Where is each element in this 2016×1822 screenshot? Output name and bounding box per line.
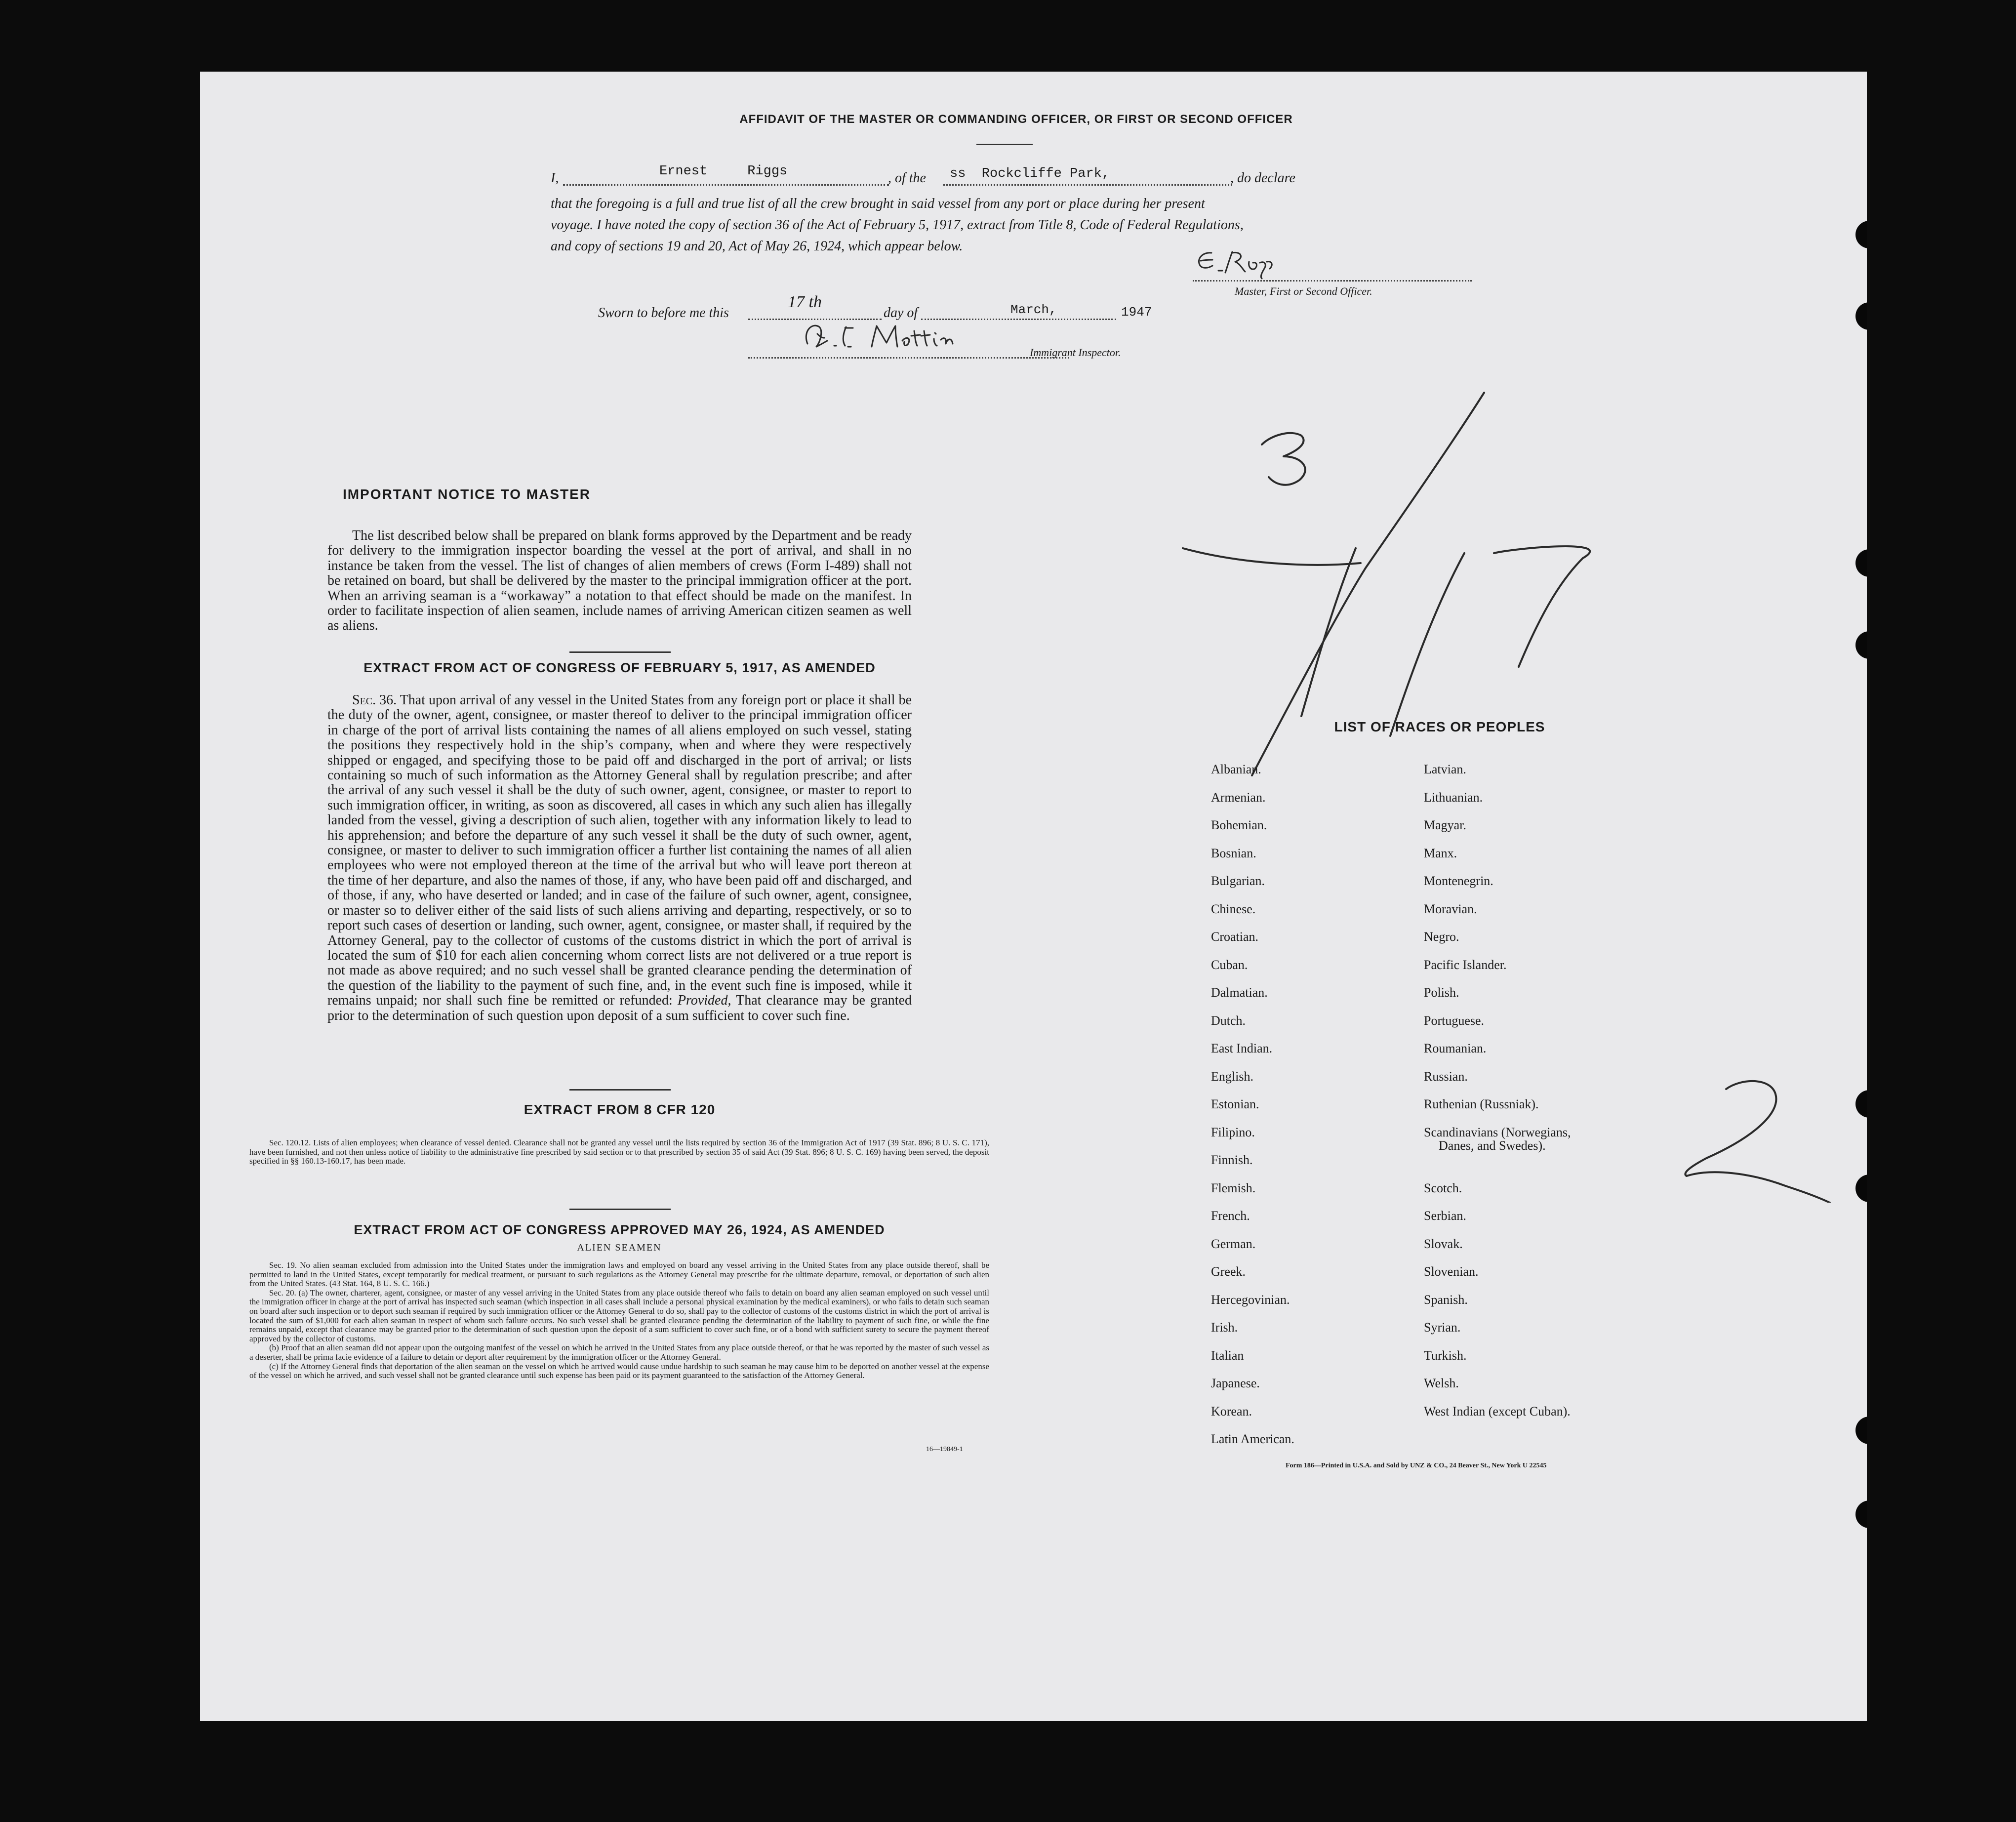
act-1924-body bbox=[249, 1261, 989, 1380]
binder-hole bbox=[1855, 549, 1867, 577]
races-heading: LIST OF RACES OR PEOPLES bbox=[1334, 719, 1545, 734]
race-item: Serbian. bbox=[1424, 1209, 1466, 1223]
race-item: Finnish. bbox=[1211, 1153, 1253, 1167]
race-item: English. bbox=[1211, 1069, 1253, 1084]
binder-hole bbox=[1855, 1090, 1867, 1118]
act-1924-heading: EXTRACT FROM ACT OF CONGRESS APPROVED MAY 26, 1924, AS AMENDED bbox=[354, 1222, 885, 1237]
inspector-signature-line bbox=[748, 347, 1069, 359]
i-prefix: I, bbox=[551, 170, 559, 186]
race-item: Flemish. bbox=[1211, 1180, 1256, 1195]
handwritten-page-number bbox=[1667, 1074, 1845, 1203]
act-1924-paragraph: Sec. 19. No alien seaman excluded from admission into the United States under the immigration laws and employed on board any vessel arriving in the United States from any place outside thereof, shall be permitted to land in the United States, except temporarily for medical treatment, or pursuant to such regulations as the Attorney General may prescribe for the ultimate departure, removal, or deportation of such alien from the United States. (43 Stat. 164, 8 U. S. C. 166.) bbox=[249, 1260, 989, 1289]
act-1917-text bbox=[327, 693, 912, 1023]
race-item: Roumanian. bbox=[1424, 1041, 1487, 1055]
race-item: Manx. bbox=[1424, 846, 1457, 860]
race-item: Croatian. bbox=[1211, 930, 1259, 944]
race-item: Dalmatian. bbox=[1211, 985, 1268, 1000]
divider bbox=[569, 651, 671, 653]
race-item: Cuban. bbox=[1211, 957, 1248, 972]
notice-text: The list described below shall be prepared on blank forms approved by the Department and be ready for delivery to the immigration inspector boarding the vessel at the port of arrival, and shall in no instance be taken from the vessel. The list of changes of alien members of crews (Form I-489) shall not be retained on board, but shall be delivered by the master to the principal immigration officer at the port. When an arriving seaman is a “workaway” a notation to that effect should be made on the manifest. In order to facilitate inspection of alien seamen, include names of arriving American citizen seamen as well as aliens. bbox=[327, 528, 912, 634]
affidavit-heading: AFFIDAVIT OF THE MASTER OR COMMANDING OFFICER, OR FIRST OR SECOND OFFICER bbox=[739, 113, 1293, 126]
race-item: Slovenian. bbox=[1424, 1264, 1479, 1279]
race-item: Korean. bbox=[1211, 1404, 1252, 1418]
cfr-heading: EXTRACT FROM 8 CFR 120 bbox=[524, 1102, 716, 1117]
day-of-text: day of bbox=[884, 305, 918, 321]
printer-footer: Form 186—Printed in U.S.A. and Sold by UNZ & CO., 24 Beaver St., New York U 22545 bbox=[1286, 1462, 1547, 1469]
sworn-day: 17 th bbox=[788, 293, 822, 311]
act-1924-paragraph: (b) Proof that an alien seaman did not appear upon the outgoing manifest of the vessel on which he arrived in the United States from any place outside thereof, or that he was reported by the master of such vessel as a deserter, shall be prima facie evidence of a failure to detain or deport after requirement by the immigration officer or the Attorney General. bbox=[249, 1343, 989, 1362]
race-item: Chinese. bbox=[1211, 901, 1256, 916]
sworn-month: March, bbox=[1010, 302, 1057, 317]
act-1924-paragraph: (c) If the Attorney General finds that deportation of the alien seaman on the vessel on which he arrived would cause undue hardship to such seaman he may cause him to be deported on another vessel at the expense of the vessel on which he arrived, and such vessel shall not be granted clearance until such expense has been paid or its payment guaranteed to the satisfaction of the Attorney General. bbox=[249, 1361, 989, 1380]
race-item: East Indian. bbox=[1211, 1041, 1273, 1055]
act-1924-subheading: ALIEN SEAMEN bbox=[577, 1242, 662, 1253]
race-item: Moravian. bbox=[1424, 901, 1477, 916]
master-caption: Master, First or Second Officer. bbox=[1235, 285, 1372, 297]
race-item: Latin American. bbox=[1211, 1432, 1294, 1446]
race-item: Bulgarian. bbox=[1211, 874, 1265, 888]
race-item: Welsh. bbox=[1424, 1376, 1459, 1390]
affidavit-line: voyage. I have noted the copy of section 36 of the Act of February 5, 1917, extract from Title 8, Code of Federal Regulations, bbox=[551, 217, 1244, 233]
race-item: Latvian. bbox=[1424, 762, 1466, 776]
form-code: 16—19849-1 bbox=[926, 1446, 963, 1453]
race-item: Albanian. bbox=[1211, 762, 1261, 776]
binder-hole bbox=[1855, 221, 1867, 248]
race-item: Turkish. bbox=[1424, 1348, 1467, 1363]
race-item: Italian bbox=[1211, 1348, 1244, 1363]
race-item: West Indian (except Cuban). bbox=[1424, 1404, 1571, 1418]
do-declare-text: , do declare bbox=[1230, 170, 1295, 186]
act-1917-heading: EXTRACT FROM ACT OF CONGRESS OF FEBRUARY 5, 1917, AS AMENDED bbox=[363, 660, 876, 675]
race-item: Pacific Islander. bbox=[1424, 957, 1507, 972]
race-item: Portuguese. bbox=[1424, 1013, 1485, 1028]
act-1924-paragraph: Sec. 20. (a) The owner, charterer, agent, consignee, or master of any vessel arriving in the United States from any place outside thereof who fails to detain on board any alien seaman employed on such vessel until the immigration officer in charge at the port of arrival has inspected such seaman (which inspection in all cases shall include a personal physical examination by the medical examiners), or who fails to detain such seaman on board after such inspection or to deport such seaman if required by such immigration officer or the Attorney General to do so, shall pay to the collector of customs of the customs district in which the port of arrival is located the sum of $1,000 for each alien seaman in respect of whom such failure occurs. No such vessel shall be granted clearance pending the determination of the liability to payment of such fine, or while the fine remains unpaid, except that clearance may be granted prior to the determination of such question upon the deposit of a sum sufficient to cover such fine, or of a bond with sufficient surety to secure the payment thereof approved by the collector of customs. bbox=[249, 1288, 989, 1343]
race-item: Ruthenian (Russniak). bbox=[1424, 1097, 1539, 1111]
race-item: Greek. bbox=[1211, 1264, 1246, 1279]
race-item: Spanish. bbox=[1424, 1292, 1468, 1307]
section-text: That upon arrival of any vessel in the United States from any foreign port or place it shall be the duty of the owner, agent, consignee, or master thereof to deliver to the principal immigration officer in charge of the port of arrival lists containing the names of all aliens employed on such vessel, stating the positions they respectively hold in the ship’s company, when and where they were respectively shipped or engaged, and specifying those to be paid off and discharged in the port of arrival; or lists containing so much of such information as the Attorney General shall by regulation prescribe; and after the arrival of any such vessel it shall be the duty of such owner, agent, consignee, or master to report to such immigration officer, in writing, as soon as discovered, all cases in which any such alien has illegally landed from the vessel, giving a description of such alien, together with any information likely to lead to his apprehension; and before the departure of any such vessel it shall be the duty of such owner, agent, consignee, or master to deliver to such immigration officer a further list containing the names of all alien employees who were not employed thereon at the time of the arrival but who will leave port thereon at the time of her departure, and also the names of those, if any, who have been paid off and discharged, and of those, if any, who have deserted or landed; and in case of the failure of such owner, agent, consignee, or master so to deliver either of the said lists of such aliens arriving and departing, respectively, or so to report such cases of desertion or landing, such owner, agent, consignee, or master shall, if required by the Attorney General, pay to the collector of customs of the customs district in which the port of arrival is located the sum of $10 for each alien concerning whom correct lists are not delivered or a true report is not made as above required; and no such vessel shall be granted clearance pending the determination of the question of the liability to the payment of such fine, and, in the event such fine is imposed, while it remains unpaid; nor shall such fine be remitted or refunded: bbox=[327, 692, 912, 1009]
race-item: Syrian. bbox=[1424, 1320, 1461, 1335]
affidavit-line: and copy of sections 19 and 20, Act of May 26, 1924, which appear below. bbox=[551, 239, 963, 254]
divider bbox=[976, 144, 1033, 145]
race-item: Danes, and Swedes). bbox=[1439, 1138, 1546, 1153]
provided-word: Provided, bbox=[677, 993, 731, 1009]
race-item: Bohemian. bbox=[1211, 818, 1267, 832]
race-item: Lithuanian. bbox=[1424, 790, 1483, 805]
race-item: French. bbox=[1211, 1209, 1250, 1223]
race-item: Filipino. bbox=[1211, 1125, 1255, 1139]
binder-hole bbox=[1855, 1500, 1867, 1528]
race-item: Slovak. bbox=[1424, 1236, 1463, 1251]
race-item: Scotch. bbox=[1424, 1180, 1462, 1195]
sworn-prefix: Sworn to before me this bbox=[598, 305, 729, 321]
race-item: Bosnian. bbox=[1211, 846, 1256, 860]
race-item: Polish. bbox=[1424, 985, 1459, 1000]
race-item: Negro. bbox=[1424, 930, 1459, 944]
race-item: Estonian. bbox=[1211, 1097, 1259, 1111]
binder-hole bbox=[1855, 302, 1867, 330]
document-page bbox=[200, 72, 1867, 1721]
handwritten-date-note bbox=[1178, 390, 1593, 825]
divider bbox=[569, 1209, 671, 1210]
sworn-year: 1947 bbox=[1121, 305, 1152, 320]
section-label: Sec. 36. bbox=[352, 692, 397, 708]
master-signature-line bbox=[1193, 270, 1472, 282]
notice-heading: IMPORTANT NOTICE TO MASTER bbox=[342, 486, 591, 502]
binder-hole bbox=[1855, 631, 1867, 659]
section-text-end: That clearance may be granted prior to the determination of such question upon deposit of a sum sufficient to cover such fine. bbox=[327, 993, 912, 1023]
vessel-name: ss Rockcliffe Park, bbox=[950, 166, 1110, 181]
of-the-text: , of the bbox=[888, 170, 926, 186]
race-item: German. bbox=[1211, 1236, 1256, 1251]
race-item: Magyar. bbox=[1424, 818, 1466, 832]
binder-hole bbox=[1855, 1174, 1867, 1202]
race-item: Armenian. bbox=[1211, 790, 1266, 805]
race-item: Japanese. bbox=[1211, 1376, 1260, 1390]
officer-name: Ernest Riggs bbox=[659, 164, 788, 179]
affidavit-line: that the foregoing is a full and true list of all the crew brought in said vessel from any port or place during her present bbox=[551, 196, 1205, 211]
divider bbox=[569, 1089, 671, 1091]
race-item: Montenegrin. bbox=[1424, 874, 1493, 888]
cfr-text: Sec. 120.12. Lists of alien employees; when clearance of vessel denied. Clearance shall not be granted any vessel until the lists required by section 36 of the Immigration Act of 1917 (39 Stat. 896; 8 U. S. C. 171), have been furnished, and not then unless notice of liability to the administrative fine prescribed by said section or to that prescribed by section 35 of said Act (39 Stat. 896; 8 U. S. C. 169) having been served, the deposit specified in §§ 160.13-160.17, has been made. bbox=[249, 1138, 989, 1166]
binder-hole bbox=[1855, 1417, 1867, 1444]
race-item: Scandinavians (Norwegians, bbox=[1424, 1125, 1571, 1139]
race-item: Dutch. bbox=[1211, 1013, 1246, 1028]
race-item: Hercegovinian. bbox=[1211, 1292, 1290, 1307]
race-item: Russian. bbox=[1424, 1069, 1468, 1084]
inspector-caption: Immigrant Inspector. bbox=[1030, 346, 1121, 359]
race-item: Irish. bbox=[1211, 1320, 1238, 1335]
